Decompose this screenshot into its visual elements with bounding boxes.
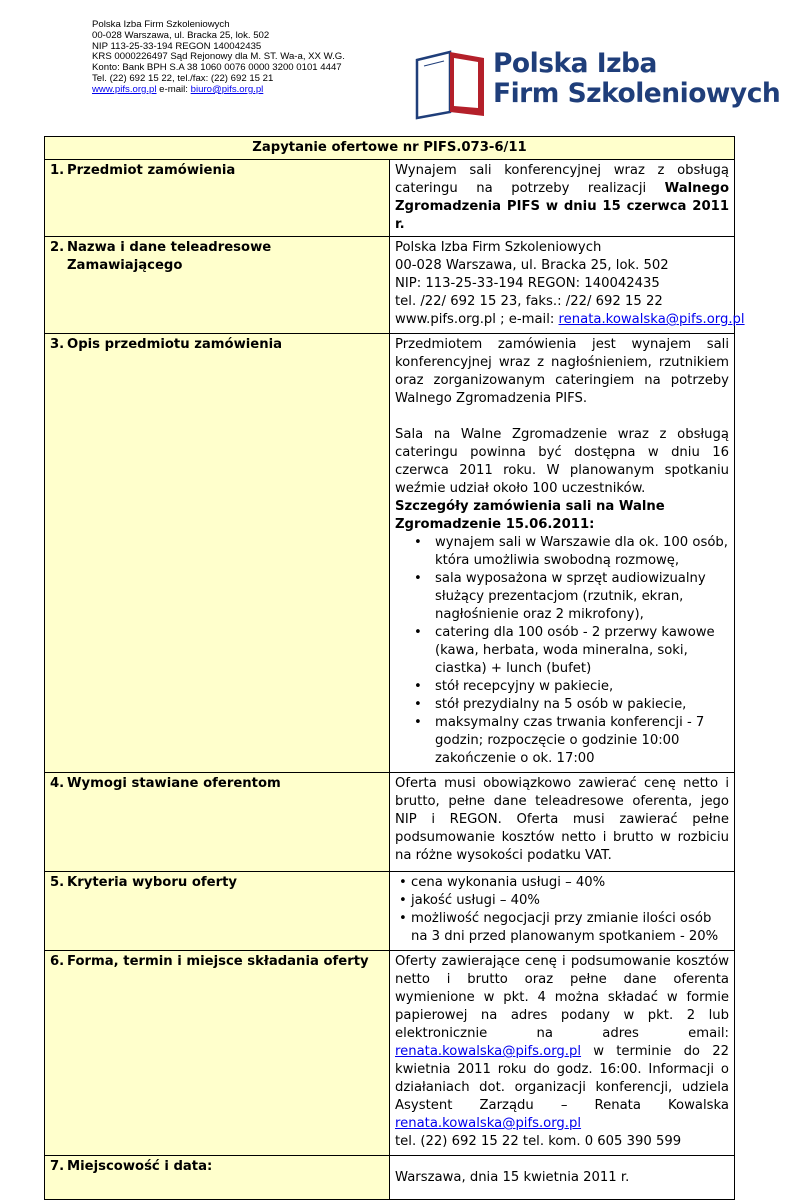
list-item: • jakość usługi – 40% <box>411 892 729 910</box>
pifs-logo <box>414 44 781 124</box>
letterhead-email-label: e-mail: <box>156 83 191 95</box>
submission-paragraph <box>395 953 729 1133</box>
description-paragraph-1: Przedmiotem zamówienia jest wynajem sali konferencyjnej wraz z nagłośnieniem, rzutnikiem oraz zorganizowanym cateringiem na potrzeby Walnego Zgromadzenia PIFS. <box>395 337 729 406</box>
submission-text-2: w terminie do 22 kwietnia 2011 roku do godz. 16:00. Informacji o działaniach dot. organizacji konferencji, udziela Asystent Zarządu – Renata Kowalska <box>395 1044 729 1113</box>
submission-email-link[interactable]: renata.kowalska@pifs.org.pl <box>395 1044 582 1059</box>
letterhead-krs: KRS 0000226497 Sąd Rejonowy dla M. ST. Wa-a, XX W.G. <box>92 51 345 63</box>
contact-phone-fax: tel. /22/ 692 15 23, faks.: /22/ 692 15 22 <box>395 294 663 309</box>
letterhead-website-link[interactable]: www.pifs.org.pl <box>92 83 157 95</box>
section-label-5 <box>45 872 390 951</box>
section-number: 3. <box>50 337 65 352</box>
section-label-text: Forma, termin i miejsce składania oferty <box>67 954 369 969</box>
letterhead-contact <box>92 20 422 96</box>
list-item: • catering dla 100 osób - 2 przerwy kawowe (kawa, herbata, woda mineralna, soki, ciastka) + lunch (bufet) <box>435 624 729 678</box>
contact-address: 00-028 Warszawa, ul. Bracka 25, lok. 502 <box>395 258 669 273</box>
section-label-3 <box>45 334 390 773</box>
contact-web-text: www.pifs.org.pl ; e-mail: <box>395 312 559 327</box>
criteria-list <box>395 874 729 946</box>
section-label-7 <box>45 1156 390 1200</box>
section-label-text: Nazwa i dane teleadresowe Zamawiającego <box>67 240 272 273</box>
section-content-5 <box>390 872 735 951</box>
section-row-1 <box>45 160 735 237</box>
letterhead-address: 00-028 Warszawa, ul. Bracka 25, lok. 502 <box>92 29 270 41</box>
section-number: 2. <box>50 240 65 255</box>
letterhead-org-name: Polska Izba Firm Szkoleniowych <box>92 19 230 30</box>
section-label-1 <box>45 160 390 237</box>
place-and-date: Warszawa, dnia 15 kwietnia 2011 r. <box>395 1169 630 1185</box>
list-item: • wynajem sali w Warszawie dla ok. 100 osób, która umożliwia swobodną rozmowę, <box>435 534 729 570</box>
section-label-2 <box>45 237 390 334</box>
contact-web-email <box>395 311 745 329</box>
letterhead-web-email <box>92 85 422 96</box>
list-item: • maksymalny czas trwania konferencji - 7 godzin; rozpoczęcie o godzinie 10:00 zakończenie o ok. 17:00 <box>435 714 729 768</box>
section-label-text: Kryteria wyboru oferty <box>67 875 237 890</box>
logo-line-2: Firm Szkoleniowych <box>493 78 781 109</box>
open-book-icon <box>414 48 494 120</box>
section-label-text: Wymogi stawiane oferentom <box>67 776 281 791</box>
contact-person-phones: tel. (22) 692 15 22 tel. kom. 0 605 390 599 <box>395 1134 682 1149</box>
letterhead-phones: Tel. (22) 692 15 22, tel./fax: (22) 692 15 21 <box>92 72 274 84</box>
contact-person-email-link[interactable]: renata.kowalska@pifs.org.pl <box>395 1116 582 1131</box>
section-content-3 <box>390 334 735 773</box>
document-title: Zapytanie ofertowe nr PIFS.073-6/11 <box>45 137 735 160</box>
section-number: 5. <box>50 875 65 890</box>
subject-text: Wynajem sali konferencyjnej wraz z obsługą cateringu na potrzeby realizacji <box>395 163 729 196</box>
section-row-2 <box>45 237 735 334</box>
description-paragraph-2: Sala na Walne Zgromadzenie wraz z obsługą cateringu powinna być dostępna w dniu 16 czerwca 2011 roku. W planowanym spotkaniu weźmie udział około 100 uczestników. <box>395 427 729 496</box>
section-label-text: Przedmiot zamówienia <box>67 163 236 178</box>
list-item: • możliwość negocjacji przy zmianie ilości osób na 3 dni przed planowanym spotkaniem - 20% <box>411 910 729 946</box>
inquiry-table <box>44 136 745 1200</box>
subject-bold-text: Walnego Zgromadzenia PIFS w dniu 15 czerwca 2011 r. <box>395 181 729 232</box>
section-content-6 <box>390 951 735 1156</box>
letterhead-email-link[interactable]: biuro@pifs.org.pl <box>190 83 264 95</box>
details-list <box>395 534 729 768</box>
section-number: 1. <box>50 163 65 178</box>
list-item: • sala wyposażona w sprzęt audiowizualny służący prezentacjom (rzutnik, ekran, nagłośnienie oraz 2 mikrofony), <box>435 570 729 624</box>
list-item: • cena wykonania usługi – 40% <box>411 874 729 892</box>
contact-nip-regon: NIP: 113-25-33-194 REGON: 140042435 <box>395 276 660 291</box>
letterhead-bank-account: Konto: Bank BPH S.A 38 1060 0076 0000 3200 0101 4447 <box>92 62 342 74</box>
section-label-text: Miejscowość i data: <box>67 1159 213 1174</box>
section-label-6 <box>45 951 390 1156</box>
details-heading: Szczegóły zamówienia sali na Walne Zgromadzenie 15.06.2011: <box>395 499 665 532</box>
section-number: 6. <box>50 954 65 969</box>
section-row-3 <box>45 334 735 773</box>
section-number: 7. <box>50 1159 65 1174</box>
section-content-7 <box>390 1156 735 1200</box>
logo-wordmark <box>493 49 780 109</box>
section-content-2 <box>390 237 745 334</box>
logo-line-1: Polska Izba <box>493 48 657 79</box>
submission-text-1: Oferty zawierające cenę i podsumowanie kosztów netto i brutto oraz pełne dane oferenta wymienione w pkt. 4 można składać w formie papierowej na adres podany w pkt. 2 lub elektronicznie na adres email: <box>395 954 729 1041</box>
section-content-4: Oferta musi obowiązkowo zawierać cenę netto i brutto, pełne dane teleadresowe oferenta, jego NIP i REGON. Oferta musi zawierać pełne podsumowanie kosztów netto i brutto w rozbiciu na różne wysokości podatku VAT. <box>390 773 735 872</box>
contact-org-name: Polska Izba Firm Szkoleniowych <box>395 240 602 255</box>
section-content-1 <box>390 160 735 237</box>
section-row-4 <box>45 773 735 872</box>
contact-email-link[interactable]: renata.kowalska@pifs.org.pl <box>558 312 745 327</box>
list-item: • stół recepcyjny w pakiecie, <box>435 678 729 696</box>
list-item: • stół prezydialny na 5 osób w pakiecie, <box>435 696 729 714</box>
section-row-7 <box>45 1156 735 1200</box>
section-label-4 <box>45 773 390 872</box>
section-label-text: Opis przedmiotu zamówienia <box>67 337 283 352</box>
section-number: 4. <box>50 776 65 791</box>
section-row-5 <box>45 872 735 951</box>
section-row-6 <box>45 951 735 1156</box>
letterhead-nip-regon: NIP 113-25-33-194 REGON 140042435 <box>92 40 262 52</box>
